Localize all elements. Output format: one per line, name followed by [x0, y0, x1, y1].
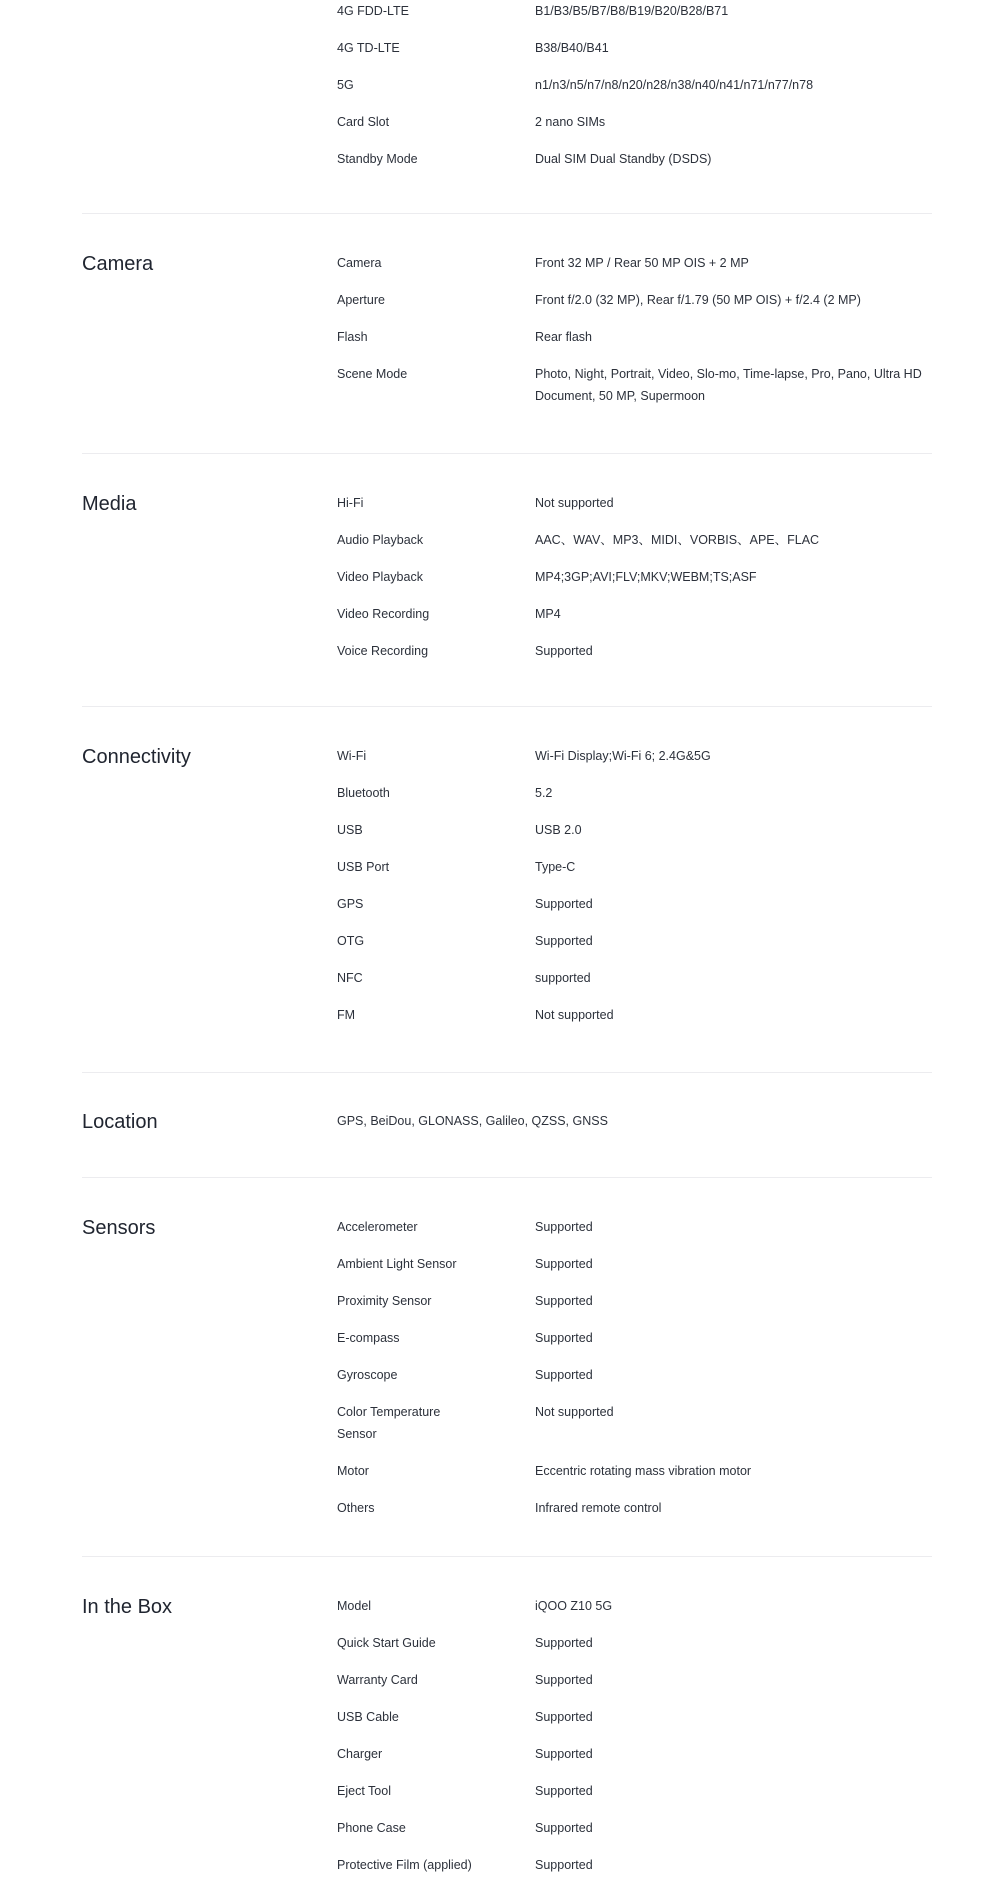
spec-row: [337, 1460, 932, 1482]
spec-label: OTG: [337, 934, 365, 948]
spec-label: Gyroscope: [337, 1368, 398, 1382]
section-title-camera: Camera: [82, 253, 154, 275]
spec-label: Ambient Light Sensor: [337, 1257, 457, 1271]
spec-value: supported: [535, 971, 591, 985]
spec-value: Supported: [535, 934, 593, 948]
spec-row: [337, 37, 932, 59]
spec-value: Not supported: [535, 496, 614, 510]
spec-label: Aperture: [337, 293, 385, 307]
spec-value: Wi-Fi Display;Wi-Fi 6; 2.4G&5G: [535, 749, 711, 763]
spec-value: AAC、WAV、MP3、MIDI、VORBIS、APE、FLAC: [535, 533, 820, 547]
spec-value: Supported: [535, 1294, 593, 1308]
spec-value: Supported: [535, 1220, 593, 1234]
in-the-box-spec-list: [337, 1595, 932, 1891]
spec-label: USB Cable: [337, 1710, 399, 1724]
spec-label: Quick Start Guide: [337, 1636, 436, 1650]
spec-value: B38/B40/B41: [535, 41, 609, 55]
spec-row: [337, 1854, 932, 1876]
spec-value: Front f/2.0 (32 MP), Rear f/1.79 (50 MP OIS) + f/2.4 (2 MP): [535, 293, 861, 307]
spec-value: MP4: [535, 607, 561, 621]
spec-row: [337, 1004, 932, 1026]
spec-label: Video Recording: [337, 607, 430, 621]
spec-row: [337, 1253, 932, 1275]
media-spec-list: [337, 492, 932, 677]
spec-row: [337, 1780, 932, 1802]
spec-value: Photo, Night, Portrait, Video, Slo-mo, Time-lapse, Pro, Pano, Ultra HD Document, 50 MP, Supermoon: [535, 367, 922, 403]
spec-label: 4G FDD-LTE: [337, 4, 409, 18]
section-divider: [82, 453, 932, 454]
spec-label: E-compass: [337, 1331, 400, 1345]
spec-row: [337, 819, 932, 841]
spec-label: NFC: [337, 971, 363, 985]
spec-value: n1/n3/n5/n7/n8/n20/n28/n38/n40/n41/n71/n77/n78: [535, 78, 814, 92]
spec-value: Supported: [535, 1673, 593, 1687]
spec-label: Bluetooth: [337, 786, 390, 800]
spec-value: Dual SIM Dual Standby (DSDS): [535, 152, 712, 166]
spec-label: Eject Tool: [337, 1784, 391, 1798]
section-title-sensors: Sensors: [82, 1217, 156, 1239]
section-divider: [82, 1556, 932, 1557]
spec-label: Card Slot: [337, 115, 390, 129]
spec-row: [337, 1817, 932, 1839]
spec-row: [337, 856, 932, 878]
spec-value: Front 32 MP / Rear 50 MP OIS + 2 MP: [535, 256, 749, 270]
spec-value: 2 nano SIMs: [535, 115, 606, 129]
spec-label: USB Port: [337, 860, 390, 874]
spec-value: Supported: [535, 1858, 593, 1872]
spec-value: Infrared remote control: [535, 1501, 662, 1515]
spec-row: [337, 1290, 932, 1312]
spec-label: Protective Film (applied): [337, 1858, 472, 1872]
spec-label: Camera: [337, 256, 382, 270]
spec-value: Supported: [535, 1331, 593, 1345]
spec-row: [337, 640, 932, 662]
spec-label: Scene Mode: [337, 367, 408, 381]
spec-label: Audio Playback: [337, 533, 424, 547]
spec-row: [337, 1743, 932, 1765]
spec-value: Supported: [535, 1821, 593, 1835]
camera-spec-list: [337, 252, 932, 422]
spec-value: USB 2.0: [535, 823, 582, 837]
spec-label: Standby Mode: [337, 152, 418, 166]
spec-label: Motor: [337, 1464, 369, 1478]
spec-value: MP4;3GP;AVI;FLV;MKV;WEBM;TS;ASF: [535, 570, 757, 584]
spec-label: Hi-Fi: [337, 496, 364, 510]
spec-label: GPS: [337, 897, 364, 911]
spec-label: Phone Case: [337, 1821, 406, 1835]
spec-row: [337, 1327, 932, 1349]
spec-row: [337, 1669, 932, 1691]
spec-row: [337, 745, 932, 767]
spec-label: Wi-Fi: [337, 749, 367, 763]
spec-row: [337, 529, 932, 551]
spec-label: Model: [337, 1599, 372, 1613]
spec-label: Color Temperature Sensor: [337, 1405, 441, 1441]
spec-value: 5.2: [535, 786, 553, 800]
spec-label: Charger: [337, 1747, 383, 1761]
spec-value: Not supported: [535, 1405, 614, 1419]
spec-row: [337, 782, 932, 804]
spec-value: B1/B3/B5/B7/B8/B19/B20/B28/B71: [535, 4, 729, 18]
spec-label: FM: [337, 1008, 356, 1022]
spec-row: [337, 967, 932, 989]
spec-label: Flash: [337, 330, 368, 344]
location-spec: [337, 1110, 932, 1132]
spec-label: 4G TD-LTE: [337, 41, 400, 55]
spec-row: [337, 893, 932, 915]
spec-value: Rear flash: [535, 330, 592, 344]
section-title-media: Media: [82, 493, 137, 515]
spec-value: Supported: [535, 1257, 593, 1271]
spec-value: Supported: [535, 897, 593, 911]
spec-label: USB: [337, 823, 363, 837]
location-systems-value: GPS, BeiDou, GLONASS, Galileo, QZSS, GNSS: [337, 1114, 608, 1128]
spec-label: Video Playback: [337, 570, 423, 584]
spec-value: Not supported: [535, 1008, 614, 1022]
spec-label: Voice Recording: [337, 644, 429, 658]
section-divider: [82, 1177, 932, 1178]
spec-row: [337, 1497, 932, 1519]
spec-row: [337, 1364, 932, 1386]
spec-row: [337, 930, 932, 952]
spec-label: Others: [337, 1501, 375, 1515]
spec-row: [337, 1595, 932, 1617]
spec-label: 5G: [337, 78, 354, 92]
spec-row: [337, 492, 932, 514]
spec-row: [337, 111, 932, 133]
spec-row: [337, 1632, 932, 1654]
spec-row: [337, 0, 932, 22]
spec-row: [337, 603, 932, 625]
network-spec-list: [337, 0, 932, 185]
spec-row: [337, 289, 932, 311]
section-divider: [82, 706, 932, 707]
spec-value: iQOO Z10 5G: [535, 1599, 613, 1613]
spec-value: Supported: [535, 1710, 593, 1724]
spec-value: Supported: [535, 1747, 593, 1761]
spec-row: [337, 1401, 932, 1445]
sensors-spec-list: [337, 1216, 932, 1534]
spec-row: [337, 566, 932, 588]
section-divider: [82, 1072, 932, 1073]
spec-label: Warranty Card: [337, 1673, 418, 1687]
spec-value: Supported: [535, 1636, 593, 1650]
spec-row: [337, 74, 932, 96]
spec-value: Supported: [535, 644, 593, 658]
section-title-in-the-box: In the Box: [82, 1596, 173, 1618]
spec-value: Eccentric rotating mass vibration motor: [535, 1464, 752, 1478]
spec-label: Proximity Sensor: [337, 1294, 432, 1308]
spec-row: [337, 1706, 932, 1728]
section-divider: [82, 213, 932, 214]
section-title-connectivity: Connectivity: [82, 746, 191, 768]
spec-row: [337, 1216, 932, 1238]
spec-value: Supported: [535, 1784, 593, 1798]
spec-row: [337, 252, 932, 274]
spec-label: Accelerometer: [337, 1220, 418, 1234]
spec-value: Type-C: [535, 860, 576, 874]
spec-row: [337, 363, 932, 407]
spec-row: [337, 148, 932, 170]
section-title-location: Location: [82, 1111, 158, 1133]
connectivity-spec-list: [337, 745, 932, 1041]
spec-row: [337, 326, 932, 348]
spec-value: Supported: [535, 1368, 593, 1382]
